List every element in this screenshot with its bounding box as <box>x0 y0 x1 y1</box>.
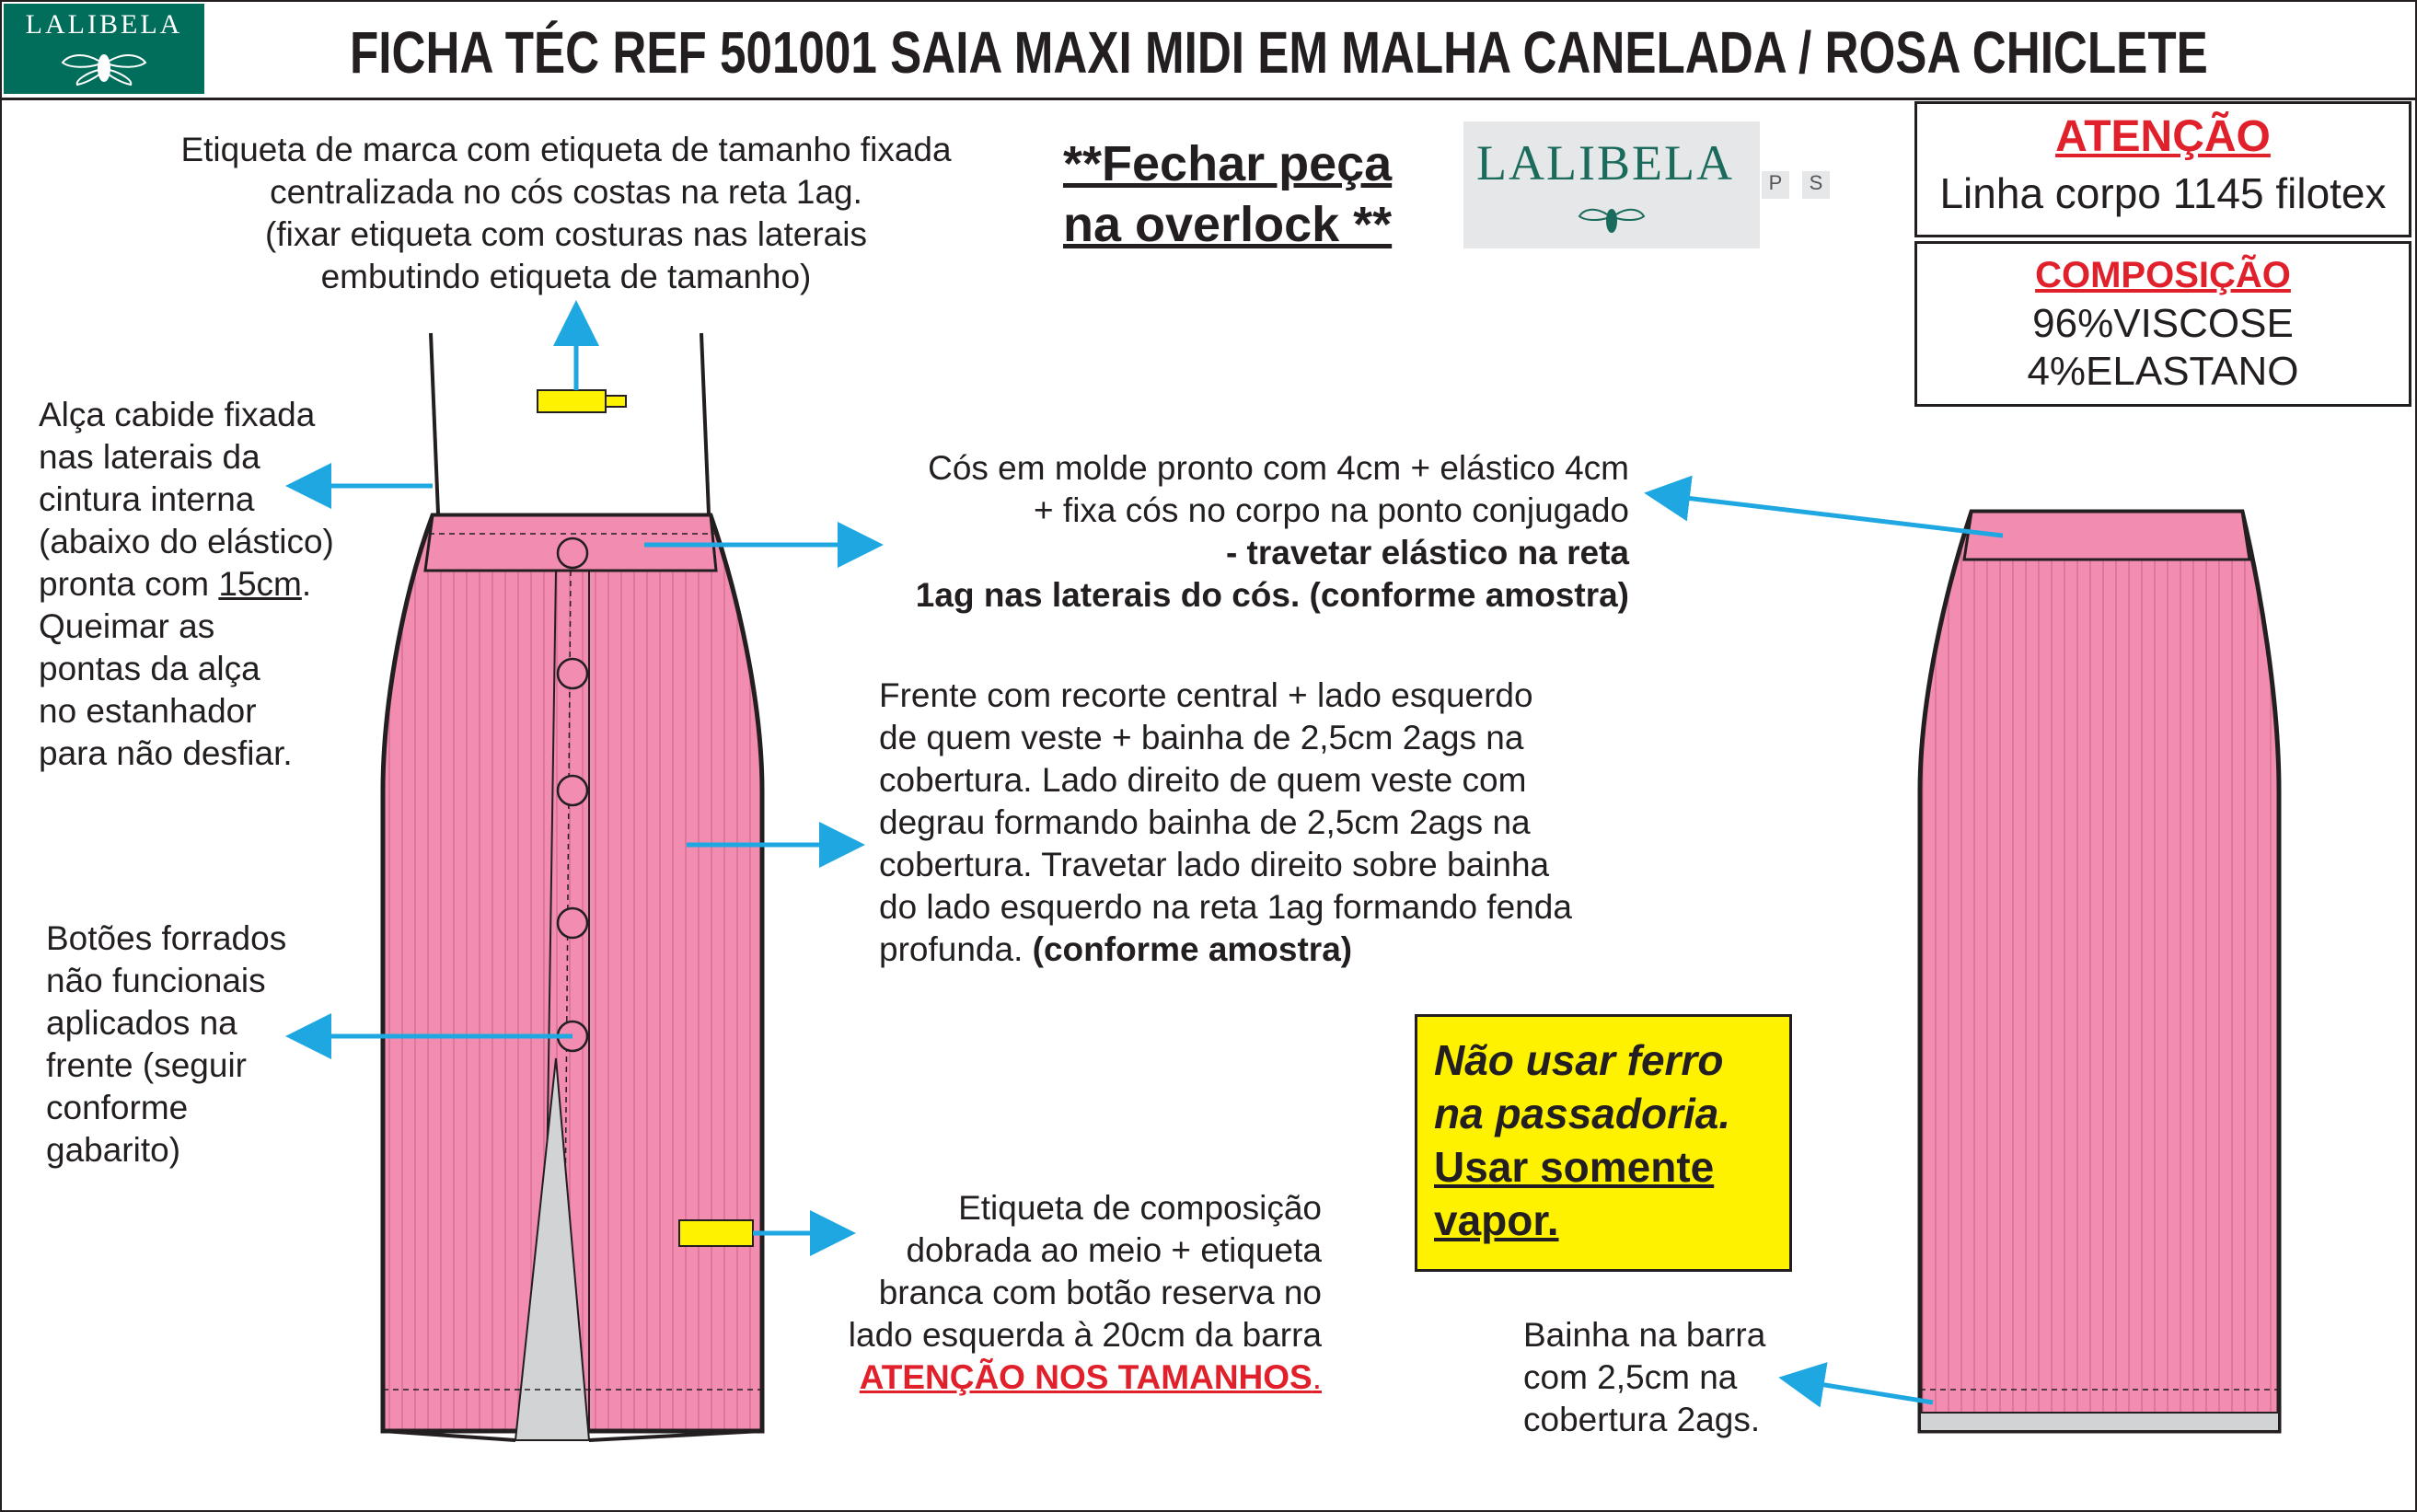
overlock-line1: **Fechar peça <box>1063 136 1393 191</box>
back-hem-fold <box>1920 1413 2279 1431</box>
waistband-line2: + fixa cós no corpo na ponto conjugado <box>1034 491 1629 529</box>
strap-line7: pontas da alça <box>39 650 260 687</box>
composition-tag <box>679 1220 753 1246</box>
button-2 <box>558 659 587 688</box>
front-line1: Frente com recorte central + lado esquerdo <box>879 676 1533 714</box>
buttons-line6: gabarito) <box>46 1131 181 1169</box>
buttons-line2: não funcionais <box>46 962 266 999</box>
strap-line4: (abaixo do elástico) <box>39 523 334 560</box>
sizes-warning: ATENÇÃO NOS TAMANHOS <box>859 1358 1313 1396</box>
buttons-line3: aplicados na <box>46 1004 237 1042</box>
strap-line2: nas laterais da <box>39 438 260 476</box>
front-line5: cobertura. Travetar lado direito sobre bainha <box>879 846 1550 883</box>
front-skirt <box>383 333 762 1440</box>
iron-line3: Usar somente <box>1434 1143 1715 1191</box>
arrow-hem <box>1797 1380 1933 1402</box>
strap-line6: Queimar as <box>39 607 215 645</box>
strap-line5-a: pronta com <box>39 565 219 603</box>
arrow-back-waistband <box>1662 495 2003 536</box>
front-line4: degrau formando bainha de 2,5cm 2ags na <box>879 803 1531 841</box>
comp-label-line1: Etiqueta de composição <box>958 1189 1322 1227</box>
brand-label-line4: embutindo etiqueta de tamanho) <box>320 258 812 295</box>
back-skirt <box>1920 512 2279 1431</box>
strap-line5-c: . <box>301 565 312 603</box>
buttons-line1: Botões forrados <box>46 919 287 957</box>
front-line6: do lado esquerdo na reta 1ag formando fenda <box>879 888 1572 926</box>
size-tag-p: P <box>1762 171 1789 199</box>
front-line7-a: profunda. <box>879 930 1033 968</box>
overlock-line2: na overlock ** <box>1063 197 1393 252</box>
attention-text: Linha corpo 1145 filotex <box>1939 169 2387 217</box>
strap-line9: para não desfiar. <box>39 734 293 772</box>
iron-line1: Não usar ferro <box>1434 1036 1724 1084</box>
front-line2: de quem veste + bainha de 2,5cm 2ags na <box>879 719 1524 756</box>
size-tag-s: S <box>1802 171 1830 199</box>
brand-label-line3: (fixar etiqueta com costuras nas laterais <box>265 215 867 253</box>
brand-label-line1: Etiqueta de marca com etiqueta de tamanho fixada <box>180 131 952 168</box>
iron-line4: vapor. <box>1434 1196 1559 1244</box>
comp-label-line4: lado esquerda à 20cm da barra <box>848 1316 1322 1354</box>
comp-label-line2: dobrada ao meio + etiqueta <box>906 1231 1322 1269</box>
front-line3: cobertura. Lado direito de quem veste com <box>879 761 1527 799</box>
strap-line8: no estanhador <box>39 692 257 730</box>
logo-text: LALIBELA <box>1476 135 1734 190</box>
page-title: FICHA TÉC REF 501001 SAIA MAXI MIDI EM MALHA CANELADA / ROSA CHICLETE <box>350 19 2208 86</box>
comp-label-line3: branca com botão reserva no <box>878 1274 1322 1311</box>
iron-line2: na passadoria. <box>1434 1090 1731 1137</box>
hem-line1: Bainha na barra <box>1523 1316 1766 1354</box>
back-waistband <box>1964 512 2249 560</box>
button-3 <box>558 776 587 805</box>
hem-line2: com 2,5cm na <box>1523 1358 1738 1396</box>
composition-line2: 4%ELASTANO <box>2027 349 2299 394</box>
composition-line1: 96%VISCOSE <box>2032 301 2294 346</box>
brand-label-line2: centralizada no cós costas na reta 1ag. <box>270 173 862 211</box>
strap-line3: cintura interna <box>39 480 255 518</box>
buttons-line4: frente (seguir <box>46 1046 247 1084</box>
brand-label-tag <box>538 390 626 412</box>
sizes-warning-end: . <box>1312 1358 1322 1396</box>
strap-length: 15cm <box>218 565 302 603</box>
waistband-line4: 1ag nas laterais do cós. (conforme amostra) <box>915 576 1629 614</box>
back-skirt-body <box>1920 512 2279 1431</box>
composition-title: COMPOSIÇÃO <box>2035 255 2291 295</box>
buttons-line5: conforme <box>46 1089 189 1126</box>
waistband-line3: - travetar elástico na reta <box>1225 534 1629 571</box>
strap-line1: Alça cabide fixada <box>39 396 316 433</box>
attention-title: ATENÇÃO <box>2055 112 2271 161</box>
button-1 <box>558 538 587 568</box>
front-line7-b: (conforme amostra) <box>1032 930 1353 968</box>
hem-line3: cobertura 2ags. <box>1523 1401 1761 1438</box>
brand-name: LALIBELA <box>25 9 183 40</box>
waistband-line1: Cós em molde pronto com 4cm + elástico 4cm <box>928 449 1629 487</box>
button-4 <box>558 908 587 938</box>
front-strap-right <box>701 333 709 514</box>
